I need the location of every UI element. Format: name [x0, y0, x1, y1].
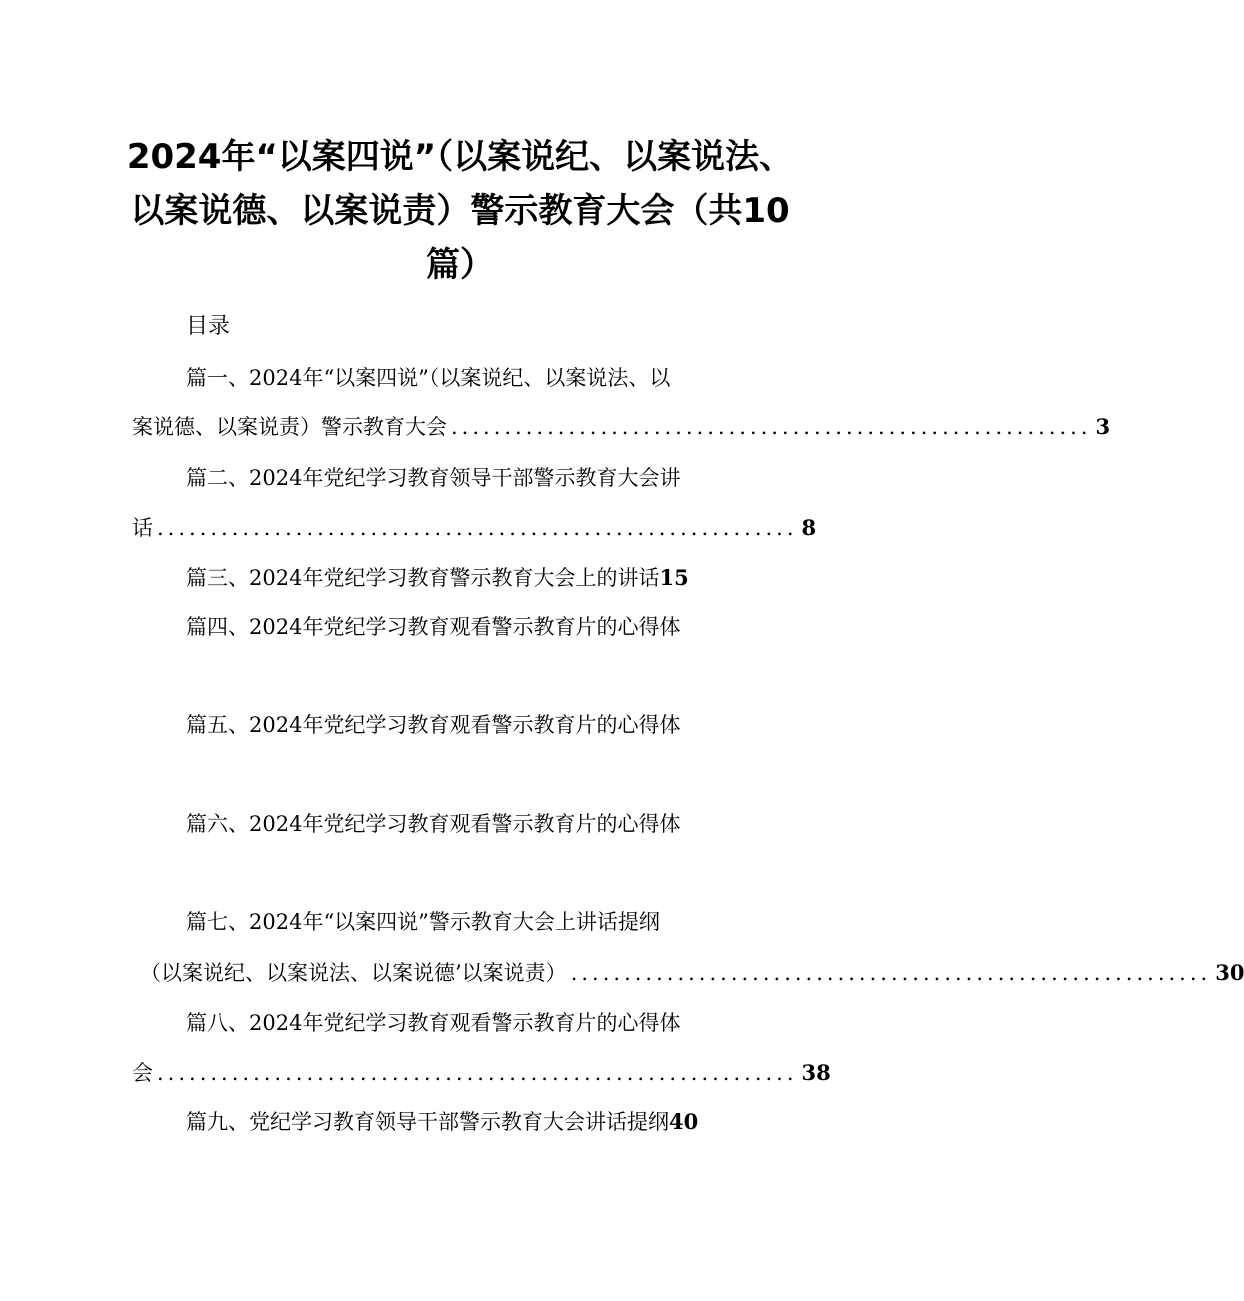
toc-entry-2-page: 8 — [801, 515, 817, 540]
dot-leader: ............................................................ — [157, 1061, 798, 1085]
toc-entry-3 — [186, 562, 768, 594]
toc-entry-4: 篇四、2024年党纪学习教育观看警示教育片的心得体 — [186, 615, 681, 639]
toc-entry-8-line-1: 篇八、2024年党纪学习教育观看警示教育片的心得体 — [186, 1011, 681, 1035]
toc-entry-9 — [186, 1106, 768, 1138]
toc-entry-1-line-1: 篇一、2024年“以案四说”（以案说纪、以案说法、以 — [186, 366, 671, 390]
toc-entry-3-page: 15 — [659, 565, 689, 590]
toc-entry-1-line-2 — [132, 411, 1111, 443]
toc-entry-2-line-2 — [132, 512, 817, 544]
toc-entry-7-line-1: 篇七、2024年“以案四说”警示教育大会上讲话提纲 — [186, 910, 660, 934]
toc-entry-1-page: 3 — [1095, 414, 1111, 439]
toc-heading: 目录 — [186, 314, 231, 339]
toc-entry-9-page: 40 — [669, 1109, 699, 1134]
toc-entry-1-text: 案说德、以案说责）警示教育大会 — [132, 415, 447, 439]
toc-entry-2-line-1: 篇二、2024年党纪学习教育领导干部警示教育大会讲 — [186, 466, 681, 490]
dot-leader: ............................................................ — [157, 516, 798, 540]
toc-entry-6: 篇六、2024年党纪学习教育观看警示教育片的心得体 — [186, 812, 681, 836]
document-title — [110, 130, 810, 292]
toc-entry-9-text: 篇九、党纪学习教育领导干部警示教育大会讲话提纲 — [186, 1110, 669, 1134]
title-line-3: 篇） — [426, 245, 494, 285]
toc-entry-8-text: 会 — [132, 1061, 153, 1085]
dot-leader: ............................................................ — [451, 415, 1092, 439]
toc-entry-5: 篇五、2024年党纪学习教育观看警示教育片的心得体 — [186, 713, 681, 737]
toc-entry-7-line-2 — [140, 957, 1244, 989]
title-line-1: 2024年“以案四说”（以案说纪、以案说法、 — [126, 137, 794, 177]
toc-entry-7-page: 30 — [1215, 960, 1244, 985]
toc-entry-3-text: 篇三、2024年党纪学习教育警示教育大会上的讲话 — [186, 566, 660, 590]
toc-entry-8-page: 38 — [801, 1060, 831, 1085]
toc-entry-7-text: （以案说纪、以案说法、以案说德’以案说责） — [140, 961, 567, 985]
toc-entry-8-line-2 — [132, 1057, 831, 1089]
dot-leader: ............................................................ — [570, 961, 1212, 985]
title-line-2: 以案说德、以案说责）警示教育大会（共10 — [130, 191, 790, 231]
toc-entry-2-text: 话 — [132, 516, 153, 540]
